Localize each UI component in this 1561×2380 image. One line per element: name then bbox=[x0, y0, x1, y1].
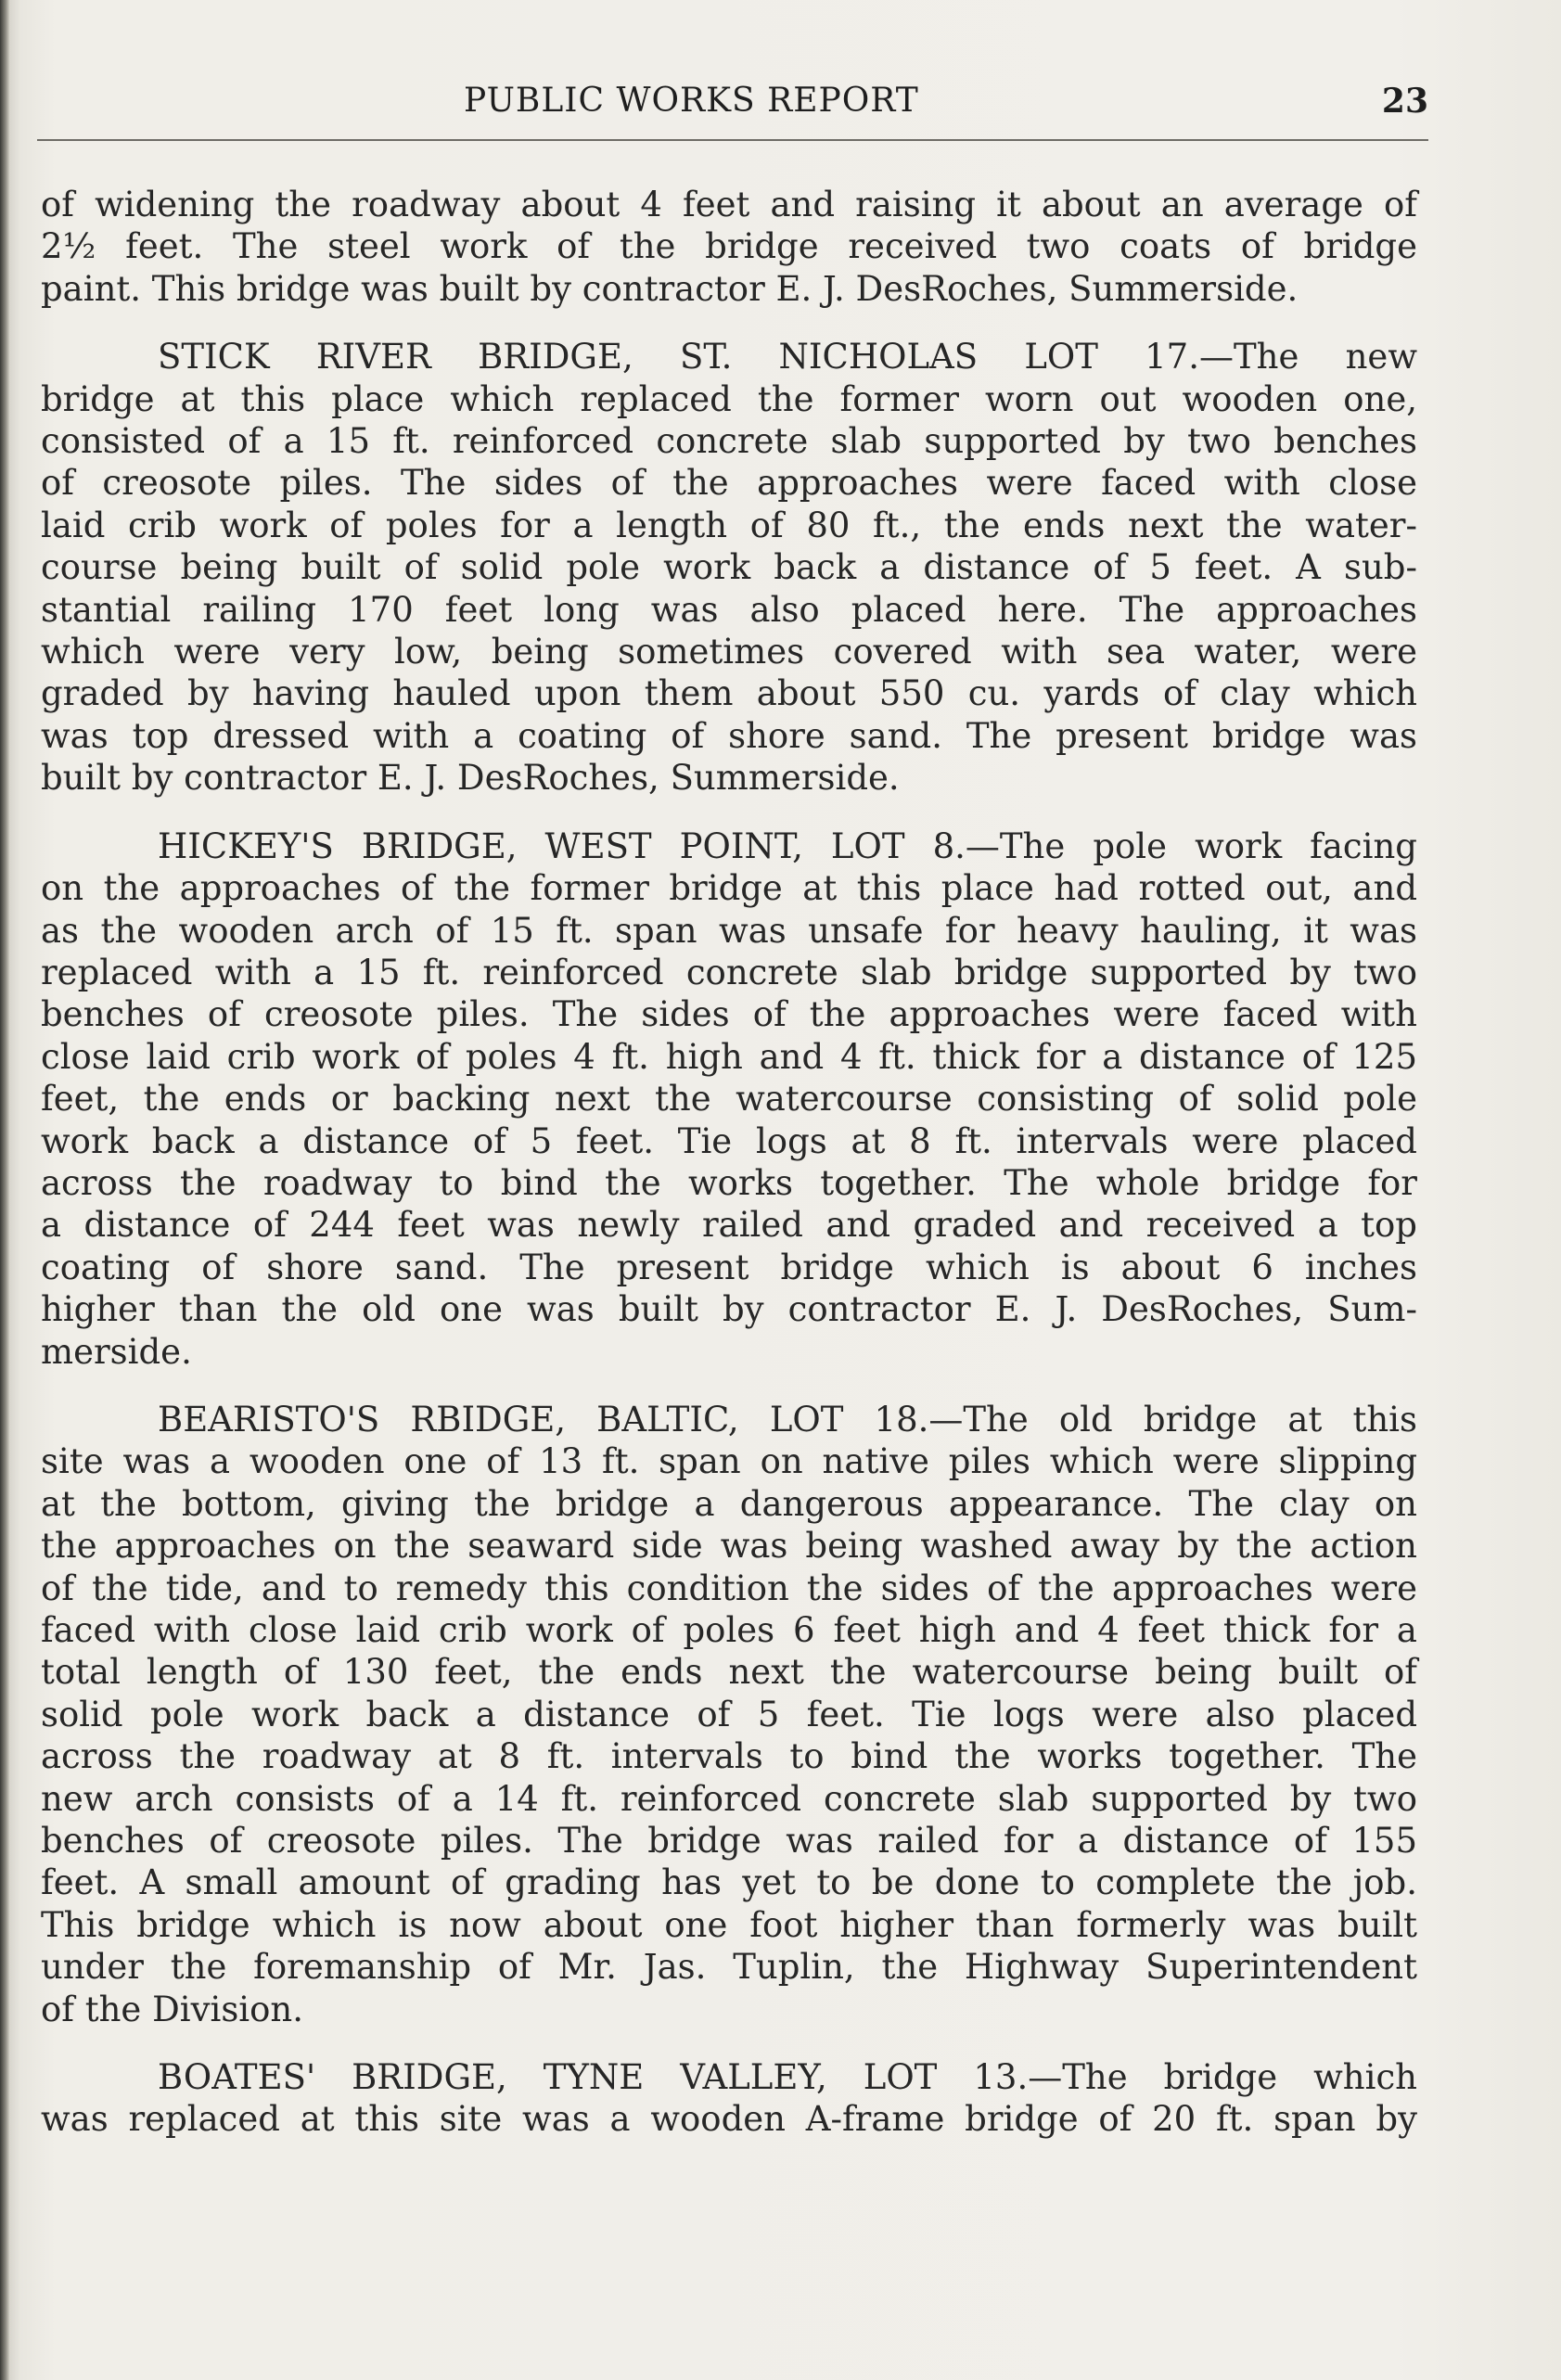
text-line: which were very low, being sometimes covered with sea water, were bbox=[41, 632, 1417, 672]
text-line: feet, the ends or backing next the watercourse consisting of solid pole bbox=[41, 1079, 1417, 1120]
text-line: of creosote piles. The sides of the approaches were faced with close bbox=[41, 463, 1417, 504]
text-line: bridge at this place which replaced the former worn out wooden one, bbox=[41, 378, 1417, 419]
text-line: site was a wooden one of 13 ft. span on native piles which were slipping bbox=[41, 1441, 1417, 1482]
text-line: was replaced at this site was a wooden A-frame bridge of 20 ft. span by bbox=[41, 2099, 1417, 2140]
text-line: benches of creosote piles. The bridge was railed for a distance of 155 bbox=[41, 1821, 1417, 1862]
text-line: benches of creosote piles. The sides of the approaches were faced with bbox=[41, 994, 1417, 1035]
text-line: at the bottom, giving the bridge a dangerous appearance. The clay on bbox=[41, 1483, 1417, 1524]
paragraph-boates-bridge bbox=[41, 2056, 1417, 2141]
text-line: of the tide, and to remedy this condition the sides of the approaches were bbox=[41, 1567, 1417, 1608]
book-spine-edge bbox=[0, 0, 9, 2380]
text-line: course being built of solid pole work back a distance of 5 feet. A sub- bbox=[41, 547, 1417, 588]
text-line: higher than the old one was built by contractor E. J. DesRoches, Sum- bbox=[41, 1289, 1417, 1330]
text-line: the approaches on the seaward side was being washed away by the action bbox=[41, 1526, 1417, 1567]
body-text bbox=[41, 184, 1417, 2167]
running-title: PUBLIC WORKS REPORT bbox=[464, 82, 919, 120]
page-header bbox=[37, 82, 1428, 141]
text-line: built by contractor E. J. DesRoches, Summerside. bbox=[41, 758, 900, 799]
text-line: a distance of 244 feet was newly railed and graded and received a top bbox=[41, 1205, 1417, 1246]
section-heading-line: HICKEY'S BRIDGE, WEST POINT, LOT 8.—The pole work facing bbox=[158, 825, 1417, 866]
text-line: feet. A small amount of grading has yet to be done to complete the job. bbox=[41, 1862, 1417, 1903]
text-line: of the Division. bbox=[41, 1989, 304, 2029]
text-line: across the roadway to bind the works together. The whole bridge for bbox=[41, 1162, 1417, 1203]
text-line: 2½ feet. The steel work of the bridge received two coats of bridge bbox=[41, 226, 1417, 267]
header-rule bbox=[37, 139, 1428, 141]
text-line: was top dressed with a coating of shore sand. The present bridge was bbox=[41, 715, 1417, 756]
text-line: This bridge which is now about one foot higher than formerly was built bbox=[41, 1904, 1417, 1945]
section-heading-line: BOATES' BRIDGE, TYNE VALLEY, LOT 13.—The bridge which bbox=[158, 2057, 1417, 2098]
paragraph-bearistos-bridge bbox=[41, 1399, 1417, 2030]
paragraph-hickeys-bridge bbox=[41, 825, 1417, 1373]
text-line: graded by having hauled upon them about 550 cu. yards of clay which bbox=[41, 673, 1417, 714]
text-line: coating of shore sand. The present bridge which is about 6 inches bbox=[41, 1247, 1417, 1287]
text-line: solid pole work back a distance of 5 feet. Tie logs were also placed bbox=[41, 1694, 1417, 1734]
text-line: across the roadway at 8 ft. intervals to bind the works together. The bbox=[41, 1736, 1417, 1777]
text-line: paint. This bridge was built by contractor E. J. DesRoches, Summerside. bbox=[41, 268, 1299, 309]
text-line: replaced with a 15 ft. reinforced concrete slab bridge supported by two bbox=[41, 952, 1417, 992]
text-line: under the foremanship of Mr. Jas. Tuplin, the Highway Superintendent bbox=[41, 1947, 1417, 1988]
text-line: work back a distance of 5 feet. Tie logs at 8 ft. intervals were placed bbox=[41, 1120, 1417, 1161]
paragraph-stick-river-bridge bbox=[41, 336, 1417, 799]
text-line: of widening the roadway about 4 feet and raising it about an average of bbox=[41, 185, 1417, 224]
text-line: new arch consists of a 14 ft. reinforced concrete slab supported by two bbox=[41, 1778, 1417, 1819]
text-line: consisted of a 15 ft. reinforced concrete slab supported by two benches bbox=[41, 421, 1417, 462]
text-line: faced with close laid crib work of poles 6 feet high and 4 feet thick for a bbox=[41, 1610, 1417, 1650]
paragraph-widening bbox=[41, 184, 1417, 310]
text-line: as the wooden arch of 15 ft. span was unsafe for heavy hauling, it was bbox=[41, 910, 1417, 951]
text-line: total length of 130 feet, the ends next the watercourse being built of bbox=[41, 1652, 1417, 1693]
text-line: on the approaches of the former bridge at this place had rotted out, and bbox=[41, 868, 1417, 909]
page-number: 23 bbox=[1381, 82, 1428, 121]
text-line: merside. bbox=[41, 1331, 192, 1372]
text-line: stantial railing 170 feet long was also placed here. The approaches bbox=[41, 589, 1417, 630]
text-line: laid crib work of poles for a length of 80 ft., the ends next the water- bbox=[41, 505, 1417, 545]
section-heading-line: BEARISTO'S RBIDGE, BALTIC, LOT 18.—The old bridge at this bbox=[158, 1399, 1417, 1440]
section-heading-line: STICK RIVER BRIDGE, ST. NICHOLAS LOT 17.—The new bbox=[158, 337, 1417, 377]
text-line: close laid crib work of poles 4 ft. high and 4 ft. thick for a distance of 125 bbox=[41, 1036, 1417, 1077]
